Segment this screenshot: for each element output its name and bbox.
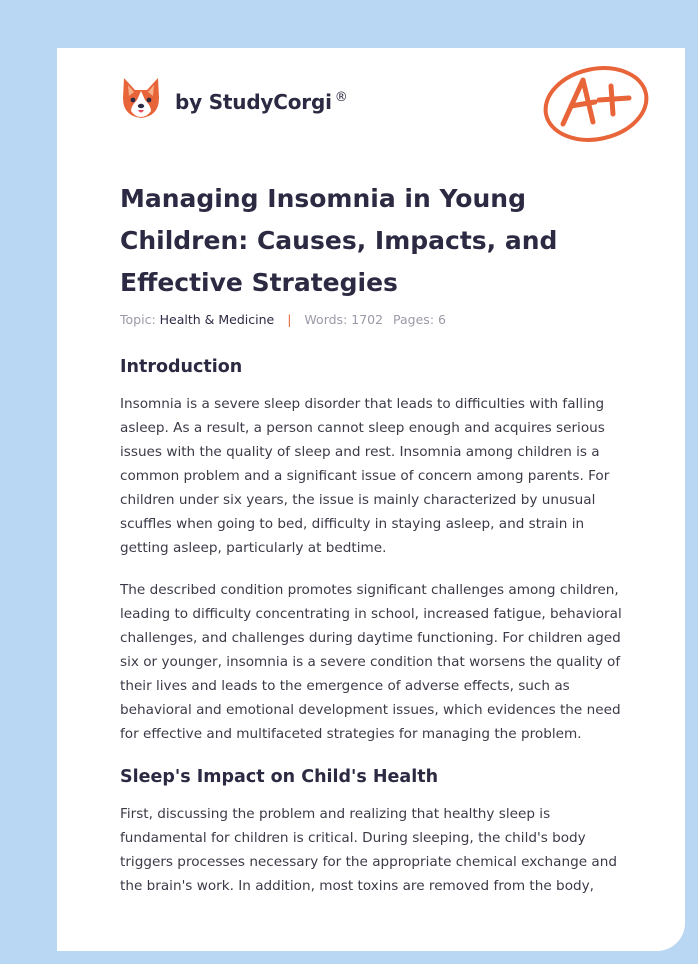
- brand-name: by StudyCorgi ®: [175, 90, 348, 114]
- document-title: Managing Insomnia in Young Children: Causes, Impacts, and Effective Strategies: [120, 184, 558, 297]
- word-count: Words: 1702: [304, 312, 384, 327]
- page-count: Pages: 6: [393, 312, 446, 327]
- paragraph: The described condition promotes significant challenges among children, leading to difficulty concentrating in school, increased fatigue, behavioral challenges, and challenges during daytime functioning. For children aged six or younger, insomnia is a severe condition that worsens the quality of their lives and leads to the emergence of adverse effects, such as behavioral and emotional development issues, which evidences the need for effective and multifaceted strategies for managing the problem.: [120, 582, 622, 742]
- topic-label: Topic:: [120, 312, 156, 327]
- paragraph: First, discussing the problem and realizing that healthy sleep is fundamental for children is critical. During sleeping, the child's body triggers processes necessary for the appropriate chemical exchange and the brain's work. In addition, most toxins are removed from the body,: [120, 806, 617, 894]
- paragraph: Insomnia is a severe sleep disorder that leads to difficulties with falling asleep. As a result, a person cannot sleep enough and acquires serious issues with the quality of sleep and rest. Insomnia among children is a common problem and a significant issue of concern among parents. For children under six years, the issue is mainly characterized by unusual scuffles when going to bed, difficulty in staying asleep, and strain in getting asleep, particularly at bedtime.: [120, 396, 610, 556]
- document-page: [57, 48, 685, 951]
- page-header: [121, 76, 661, 176]
- a-plus-grade-badge: [541, 62, 651, 144]
- section-heading-introduction: Introduction: [120, 357, 243, 377]
- section-heading-sleep-impact: Sleep's Impact on Child's Health: [120, 767, 439, 787]
- corgi-logo-icon: [121, 76, 161, 120]
- document-meta: [120, 312, 446, 327]
- topic-value[interactable]: Health & Medicine: [159, 312, 275, 327]
- meta-separator: |: [287, 312, 292, 327]
- document-body: [120, 354, 632, 898]
